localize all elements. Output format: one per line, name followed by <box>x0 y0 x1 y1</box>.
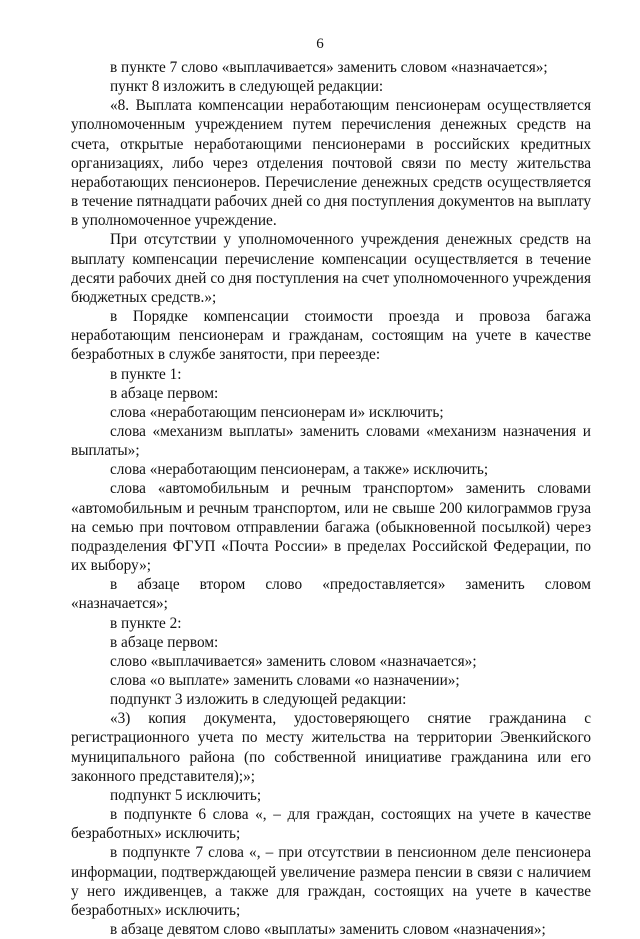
paragraph: слово «выплачивается» заменить словом «назначается»; <box>110 652 477 670</box>
paragraph: в абзаце девятом слово «выплаты» заменить словом «назначения»; <box>110 921 546 939</box>
paragraph: «8. Выплата компенсации неработающим пенсионерам осуществляется уполномоченным учреждением путем перечисления денежных средств на счета, открытые неработающими пенсионерами в российских кредитных организациях, либо через отделения почтовой связи по месту жительства неработающих пенсионеров. Перечисление денежных средств осуществляется в течение пятнадцати рабочих дней со дня поступления документов на выплату в уполномоченное учреждение. <box>71 97 591 230</box>
paragraph: в пункте 7 слово «выплачивается» заменить словом «назначается»; <box>110 59 548 76</box>
paragraph: в абзаце втором слово «предоставляется» заменить словом «назначается»; <box>71 576 591 613</box>
page-number: 6 <box>316 36 324 52</box>
paragraph: в абзаце первом: <box>110 384 219 402</box>
paragraph: в Порядке компенсации стоимости проезда и провоза багажа неработающим пенсионерам и гражданам, состоящим на учете в качестве безработных в службе занятости, при переезде: <box>71 308 591 364</box>
paragraph: пункт 8 изложить в следующей редакции: <box>110 78 384 96</box>
paragraph: При отсутствии у уполномоченного учреждения денежных средств на выплату компенсации перечисление компенсации осуществляется в течение десяти рабочих дней со дня поступления на счет уполномоченного учреждения бюджетных средств.»; <box>71 231 591 306</box>
paragraph: слова «неработающим пенсионерам и» исключить; <box>110 403 444 421</box>
paragraph: подпункт 5 исключить; <box>110 786 262 804</box>
document-body <box>71 58 591 939</box>
paragraph: подпункт 3 изложить в следующей редакции: <box>110 691 407 709</box>
paragraph: в пункте 2: <box>110 614 182 632</box>
paragraph: в подпункте 7 слова «, – при отсутствии в пенсионном деле пенсионера информации, подтверждающей увеличение размера пенсии в связи с наличием у него иждивенцев, а также для граждан, состоящих на учете в качестве безработных» исключить; <box>71 844 591 919</box>
paragraph: в пункте 1: <box>110 365 182 383</box>
paragraph: в абзаце первом: <box>110 633 219 651</box>
paragraph: слова «о выплате» заменить словами «о назначении»; <box>110 672 460 689</box>
paragraph: слова «автомобильным и речным транспортом» заменить словами «автомобильным и речным транспортом, или не свыше 200 килограммов груза на семью при почтовом отправлении багажа (обыкновенной посылкой) через подразделения ФГУП «Почта России» в пределах Российской Федерации, по их выбору»; <box>71 480 591 575</box>
paragraph: слова «неработающим пенсионерам, а также» исключить; <box>110 461 489 479</box>
paragraph: слова «механизм выплаты» заменить словами «механизм назначения и выплаты»; <box>71 422 591 460</box>
paragraph: в подпункте 6 слова «, – для граждан, состоящих на учете в качестве безработных» исключить; <box>71 806 591 843</box>
paragraph: «3) копия документа, удостоверяющего снятие гражданина с регистрационного учета по месту жительства на территории Эвенкийского муниципального района (по собственной инициативе гражданина или его законного представителя);»; <box>71 710 591 785</box>
